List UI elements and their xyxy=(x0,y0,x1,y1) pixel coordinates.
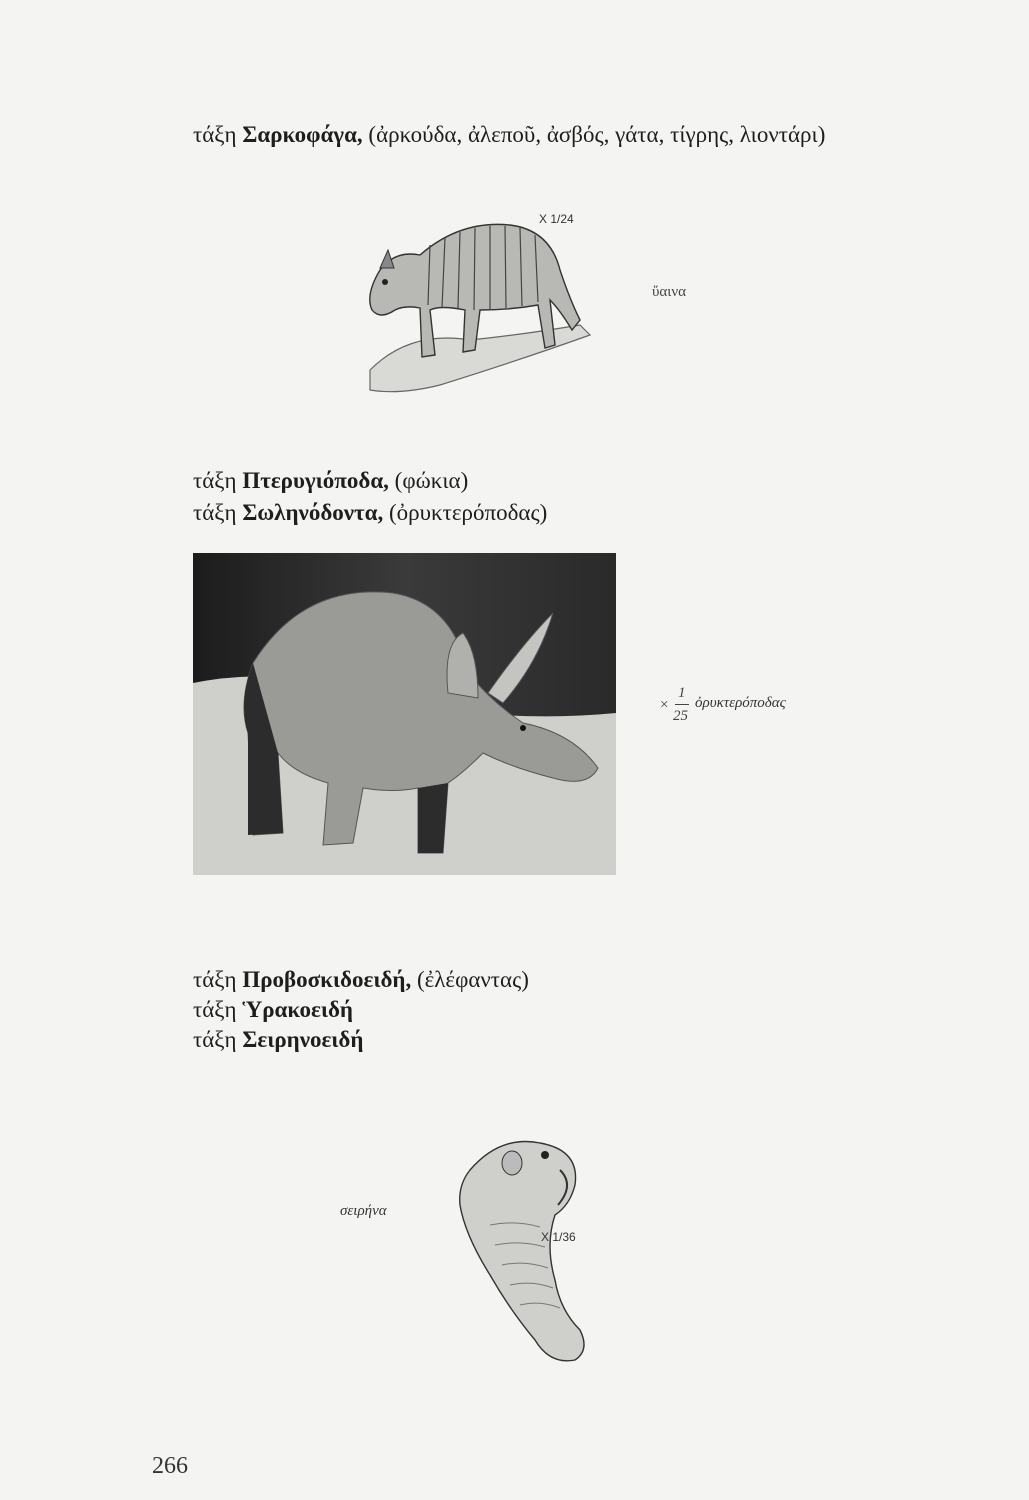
order-pinnipedia-line xyxy=(193,467,468,495)
order-name: Σωληνόδοντα, xyxy=(242,500,384,525)
fraction-bar xyxy=(675,704,689,705)
hyena-caption: ὕαινα xyxy=(652,284,686,300)
siren-scale: X 1/36 xyxy=(541,1230,576,1244)
order-tubulidentata-line xyxy=(193,499,547,527)
order-examples: (ὀρυκτερόποδας) xyxy=(383,500,548,525)
order-hyracoidea-line xyxy=(193,996,353,1024)
order-prefix: τάξη xyxy=(193,997,243,1022)
order-sirenia-line xyxy=(193,1026,363,1054)
aardvark-times: × xyxy=(660,697,669,713)
order-examples: (φώκια) xyxy=(388,468,469,493)
aardvark-photo xyxy=(193,553,616,875)
order-prefix: τάξη xyxy=(193,1027,243,1052)
order-carnivora-line xyxy=(193,121,825,149)
order-prefix: τάξη xyxy=(193,967,243,992)
order-prefix: τάξη xyxy=(193,468,243,493)
aardvark-fraction-num: 1 xyxy=(678,685,686,701)
aardvark-fraction-den: 25 xyxy=(673,708,688,724)
order-name: Σαρκοφάγα, xyxy=(242,122,363,147)
hyena-scale: X 1/24 xyxy=(539,212,574,226)
order-name: Πτερυγιόποδα, xyxy=(242,468,389,493)
order-prefix: τάξη xyxy=(193,122,243,147)
order-name: Σειρηνοειδή xyxy=(242,1027,364,1052)
order-prefix: τάξη xyxy=(193,500,243,525)
order-name: Προβοσκιδοειδή, xyxy=(242,967,412,992)
aardvark-caption: ὀρυκτερόποδας xyxy=(695,695,786,711)
hyena-illustration xyxy=(350,210,610,400)
siren-caption: σειρήνα xyxy=(340,1203,387,1219)
order-examples: (ἀρκούδα, ἀλεποῦ, ἀσβός, γάτα, τίγρης, λιοντάρι) xyxy=(362,122,826,147)
siren-illustration xyxy=(430,1125,600,1375)
order-proboscidea-line xyxy=(193,966,529,994)
order-name: Ὑρακοειδή xyxy=(242,997,353,1022)
page-number: 266 xyxy=(152,1453,188,1479)
order-examples: (ἐλέφαντας) xyxy=(411,967,529,992)
